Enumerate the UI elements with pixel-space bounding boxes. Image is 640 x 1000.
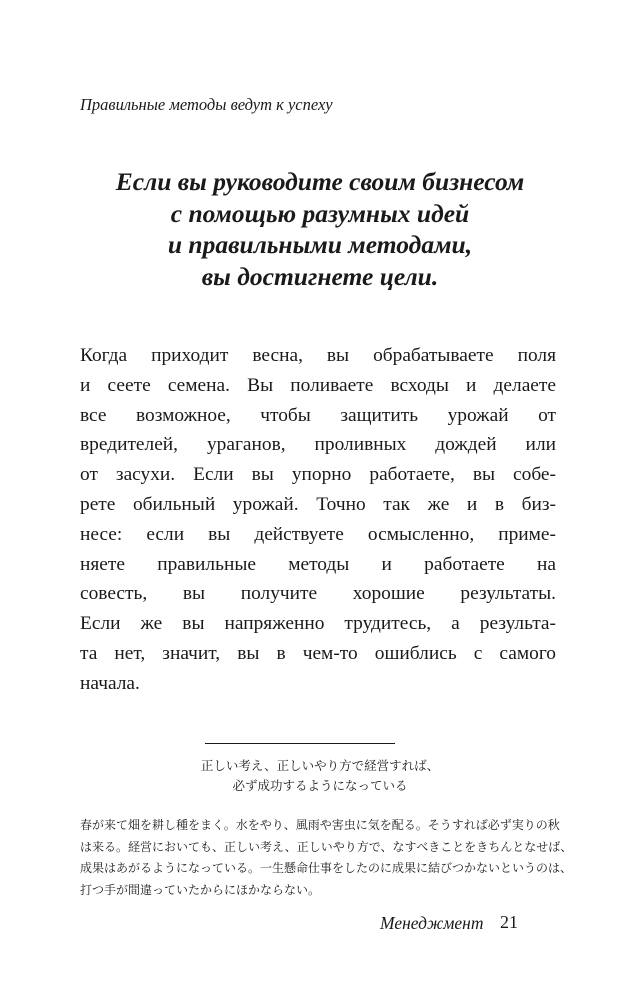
japanese-body-line: 打つ手が間違っていたからにほかならない。 (80, 882, 321, 897)
body-line: все возможное, чтобы защитить урожай от (80, 404, 556, 426)
divider (205, 743, 395, 744)
japanese-title (80, 756, 560, 796)
japanese-body (80, 815, 573, 901)
body-line: рете обильный урожай. Точно так же и в биз- (80, 493, 556, 515)
japanese-body-line: 春が来て畑を耕し種をまく。水をやり、風雨や害虫に気を配る。そうすれば必ず実りの秋 (80, 818, 560, 832)
body-line: няете правильные методы и работаете на (80, 553, 556, 575)
body-line: начала. (80, 672, 140, 694)
body-line: от засухи. Если вы упорно работаете, вы собе- (80, 464, 556, 486)
headline (60, 166, 580, 292)
body-line: совесть, вы получите хорошие результаты. (80, 583, 556, 605)
body-line: несе: если вы действуете осмысленно, приме- (80, 523, 556, 545)
body-line: и сеете семена. Вы поливаете всходы и делаете (80, 374, 556, 396)
headline-line: Если вы руководите своим бизнесом (115, 167, 525, 196)
running-head: Правильные методы ведут к успеху (80, 95, 333, 114)
japanese-body-line: は来る。経営においても、正しい考え、正しいやり方で、なすべきことをきちんとなせば、 (80, 839, 573, 854)
body-line: Когда приходит весна, вы обрабатываете поля (80, 345, 556, 366)
headline-line: с помощью разумных идей (170, 198, 470, 228)
footer-section-title: Менеджмент (380, 913, 484, 933)
page-number: 21 (500, 912, 518, 932)
body-line: Если же вы напряженно трудитесь, а результа- (80, 613, 556, 635)
headline-line: и правильными методами, (167, 230, 473, 259)
japanese-body-line: 成果はあがるようになっている。一生懸命仕事をしたのに成果に結びつかないというのは、 (80, 861, 573, 875)
headline-line: вы достигнете цели. (201, 261, 439, 291)
body-line: та нет, значит, вы в чем-то ошиблись с самого (80, 642, 556, 664)
japanese-title-line: 正しい考え、正しいやり方で経営すれば、 (200, 758, 440, 773)
japanese-title-line: 必ず成功するようになっている (232, 778, 408, 793)
body-paragraph (80, 341, 556, 699)
body-line: вредителей, ураганов, проливных дождей или (80, 434, 556, 456)
